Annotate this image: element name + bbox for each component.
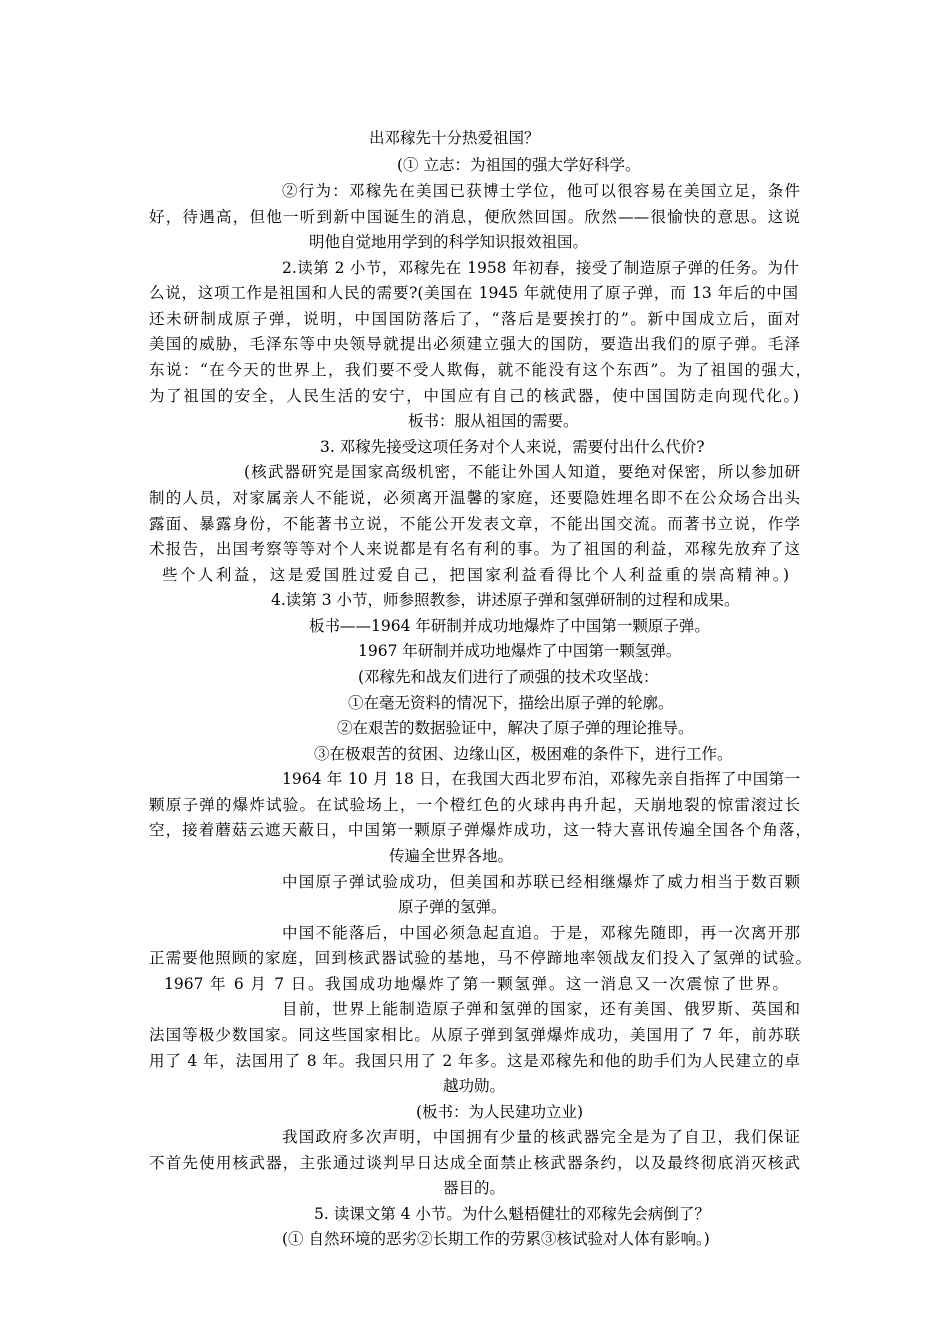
text-line: 不首先使用核武器，主张通过谈判早日达成全面禁止核武器条约，以及最终彻底消灭核武 (149, 1154, 800, 1172)
text-line: 1964 年 10 月 18 日，在我国大西北罗布泊，邓稼先亲自指挥了中国第一 (282, 770, 800, 788)
board-note: 1967 年研制并成功地爆炸了中国第一颗氢弹。 (358, 642, 682, 660)
text-line: 2.读第 2 小节，邓稼先在 1958 年初春，接受了制造原子弹的任务。为什 (282, 259, 799, 277)
text-line: 中国不能落后，中国必须急起直追。于是，邓稼先随即，再一次离开那 (282, 924, 800, 942)
board-note: 板书：服从祖国的需要。 (408, 412, 579, 430)
board-note: 板书——1964 年研制并成功地爆炸了中国第一颗原子弹。 (309, 617, 710, 635)
text-line: 1967 年 6 月 7 日。我国成功地爆炸了第一颗氢弹。这一消息又一次震惊了世界。 (164, 975, 788, 993)
text-line: 为了祖国的安全，人民生活的安宁，中国应有自己的核武器，使中国国防走向现代化。) (149, 387, 799, 405)
text-line: 些个人利益，这是爱国胜过爱自己，把国家利益看得比个人利益重的崇高精神。) (162, 566, 789, 584)
text-line: 法国等极少数国家。同这些国家相比。从原子弹到氢弹爆炸成功，美国用了 7 年，前苏联 (149, 1026, 800, 1044)
text-line: 用了 4 年，法国用了 8 年。我国只用了 2 年多。这是邓稼先和他的助手们为人民建立的卓 (149, 1052, 800, 1070)
text-line: 颗原子弹的爆炸试验。在试验场上，一个橙红色的火球冉冉升起，天崩地裂的惊雷滚过长 (149, 796, 800, 814)
text-line: 器目的。 (443, 1179, 506, 1197)
board-note: (板书：为人民建功立业) (416, 1103, 584, 1121)
text-line: 还未研制成原子弹，说明，中国国防落后了，“落后是要挨打的”。新中国成立后，面对 (149, 310, 800, 328)
text-line: 制的人员，对家属亲人不能说，必须离开温馨的家庭，还要隐姓埋名即不在公众场合出头 (149, 489, 800, 507)
text-line: 美国的威胁，毛泽东等中央领导就提出必须建立强大的国防，要造出我们的原子弹。毛泽 (149, 335, 800, 353)
text-line: 传遍全世界各地。 (389, 847, 514, 865)
text-line: 出邓稼先十分热爱祖国？ (369, 129, 540, 147)
text-line: 原子弹的氢弹。 (398, 898, 507, 916)
text-line: ③在极艰苦的贫困、边缘山区，极困难的条件下，进行工作。 (314, 745, 733, 763)
text-line: ①在毫无资料的情况下，描绘出原子弹的轮廓。 (348, 694, 674, 712)
text-line: (① 立志：为祖国的强大学好科学。 (397, 156, 641, 174)
text-line: 空，接着蘑菇云遮天蔽日，中国第一颗原子弹爆炸成功，这一特大喜讯传遍全国各个角落， (149, 821, 811, 839)
text-line: 术报告，出国考察等等对个人来说都是有名有利的事。为了祖国的利益，邓稼先放弃了这 (149, 540, 800, 558)
text-line: (核武器研究是国家高级机密，不能让外国人知道，要绝对保密，所以参加研 (244, 463, 800, 481)
text-line: 么说，这项工作是祖国和人民的需要?(美国在 1945 年就使用了原子弹，而 13 年后的中国 (149, 284, 798, 302)
text-line: 3. 邓稼先接受这项任务对个人来说，需要付出什么代价? (320, 438, 705, 456)
text-line: 明他自觉地用学到的科学知识报效祖国。 (309, 233, 589, 251)
text-line: 目前，世界上能制造原子弹和氢弹的国家，还有美国、俄罗斯、英国和 (282, 1000, 800, 1018)
text-line: (邓稼先和战友们进行了顽强的技术攻坚战： (358, 668, 659, 686)
text-line: 越功勋。 (443, 1077, 506, 1095)
text-line: ②在艰苦的数据验证中，解决了原子弹的理论推导。 (337, 719, 694, 737)
text-line: 中国原子弹试验成功，但美国和苏联已经相继爆炸了威力相当于数百颗 (282, 873, 800, 891)
text-line: 我国政府多次声明，中国拥有少量的核武器完全是为了自卫，我们保证 (282, 1128, 800, 1146)
text-line: 5. 读课文第 4 小节。为什么魁梧健壮的邓稼先会病倒了？ (314, 1205, 710, 1223)
text-line: ②行为：邓稼先在美国已获博士学位，他可以很容易在美国立足，条件 (282, 182, 800, 200)
text-line: 4.读第 3 小节，师参照教参，讲述原子弹和氢弹研制的过程和成果。 (271, 591, 740, 609)
text-line: 好，待遇高，但他一听到新中国诞生的消息，便欣然回国。欣然——很愉快的意思。这说 (149, 208, 800, 226)
text-line: 露面、暴露身份，不能著书立说，不能公开发表文章，不能出国交流。而著书立说，作学 (149, 515, 800, 533)
text-line: 东说：“在今天的世界上，我们要不受人欺侮，就不能没有这个东西”。为了祖国的强大， (149, 361, 811, 379)
text-line: 正需要他照顾的家庭，回到核武器试验的基地，马不停蹄地率领战友们投入了氢弹的试验。 (149, 949, 811, 967)
text-line: (① 自然环境的恶劣②长期工作的劳累③核试验对人体有影响。) (282, 1230, 710, 1248)
